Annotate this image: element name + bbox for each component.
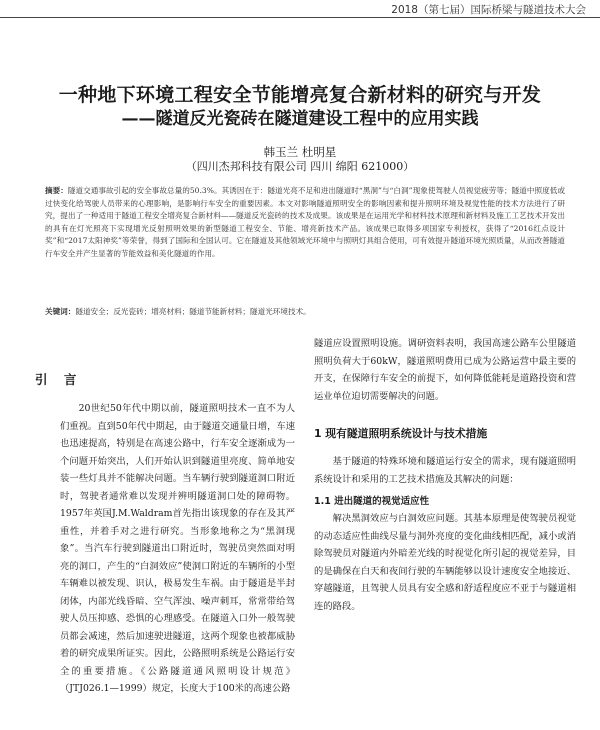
header-rule [0, 17, 600, 18]
authors: 韩玉兰 杜明星 [263, 145, 337, 159]
section-1-1-paragraph: 解决黑洞效应与白洞效应问题。其基本原理是使驾驶员视觉的动态适应性曲线尽量与洞外亮度的变化曲线相匹配，减小或消除驾驶员对隧道内外暗差光线的时视觉化所引起的视觉差异，目的是确保在白天和夜间行驶的车辆能够以设计速度安全地接近、穿越隧道，且驾驶人员具有安全感和舒适程度应不亚于与隧道相连的路段。 [314, 513, 576, 612]
section-1-heading: 1 现有隧道照明系统设计与技术措施 [314, 427, 488, 440]
left-column [35, 370, 295, 698]
abstract-label: 摘要： [45, 186, 68, 195]
keywords [45, 306, 565, 317]
keywords-label: 关键词： [45, 307, 76, 316]
right-column [314, 335, 576, 615]
intro-paragraph: 20世纪50年代中期以前，隧道照明技术一直不为人们重视。直到50年代中期起，由于隧道交通量日增，车速也迅速提高，特别是在高速公路中，行车安全逐渐成为一个问题开始突出，人们开始认识到隧道里亮度、简单地安装一些灯具并不能解决问题。当车辆行驶到隧道洞口附近时，驾驶者通常难以发现并辨明隧道洞口处的障碍物。1957年英国J.M.Waldram首先指出该现象的存在及其严重性，并着手对之进行研究。当形象地称之为“黑洞现象”。当汽车行驶到隧道出口附近时，驾驶员突然面对明亮的洞口，产生的“白洞效应”使洞口附近的车辆所的小型车辆难以被发现、识认，极易发生车祸。由于隧道是半封闭体，内部光线昏暗、空气浑浊、噪声刺耳，常常带给驾驶人员压抑感、恐惧的心理感受。在隧道入口外一般驾驶员都会减速，然后加速驶进隧道，这两个现象也被都威胁着的研究成果所证实。因此，公路照明系统是公路运行安全的重要措施。《公路隧道通风照明设计规范》（JTJ026.1—1999）规定，长度大于100米的高速公路 [60, 403, 295, 694]
abstract [45, 185, 565, 261]
conference-header: 2018（第七届）国际桥梁与隧道技术大会 [391, 4, 586, 16]
right-continued-paragraph: 隧道应设置照明设施。调研资料表明，我国高速公路车公里隧道照明负荷大于60kW，隧道照明费用已成为公路运营中最主要的开支，在保障行车安全的前提下，如何降低能耗是道路投资和营运业单位迫切需要解决的问题。 [314, 338, 576, 402]
section-1-paragraph: 基于隧道的特殊环境和隧道运行安全的需求，现有隧道照明系统设计和采用的工艺技术措施及其解决的问题： [314, 456, 576, 485]
section-1-1-heading: 1.1 进出隧道的视觉适应性 [314, 496, 430, 507]
abstract-text: 隧道交通事故引起的安全事故总量的50.3%。其诱因在于：隧道光亮不足和进出隧道时“黑洞”与“白洞”现象使驾驶人员视觉疲劳等；隧道中照度低或过快变化给驾驶人员带来的心理影响，是影响行车安全的重要因素。本文对影响隧道照明安全的影响因素和提升照明环境及视觉性能的技术方法进行了研究，提出了一种适用于隧道工程安全增亮复合新材料——隧道反光瓷砖的技术及成果。该成果是在运用光学和材料技术原理和新材料及施工工艺技术开发出的具有在灯光照亮下实现增光反射照明效果的新型隧道工程安全、节能、增亮新技术产品。该成果已取得多项国家专利授权，获得了“2016红点设计奖”和“2017太阳神奖”等荣誉，得到了国际和全国认可。它在隧道及其他领域光环境中与照明灯具组合使用，可有效提升隧道环境光照质量，从而改善隧道行车安全并产生显著的节能效益和美化隧道的作用。 [45, 186, 565, 258]
keywords-text: 隧道安全；反光瓷砖；增亮材料；隧道节能新材料；隧道光环境技术。 [75, 307, 311, 316]
intro-heading: 引 言 [35, 372, 83, 387]
affiliation: （四川杰邦科技有限公司 四川 绵阳 621000） [185, 160, 415, 173]
paper-title: 一种地下环境工程安全节能增亮复合新材料的研究与开发 [58, 84, 542, 106]
paper-subtitle: ——隧道反光瓷砖在隧道建设工程中的应用实践 [121, 109, 479, 129]
